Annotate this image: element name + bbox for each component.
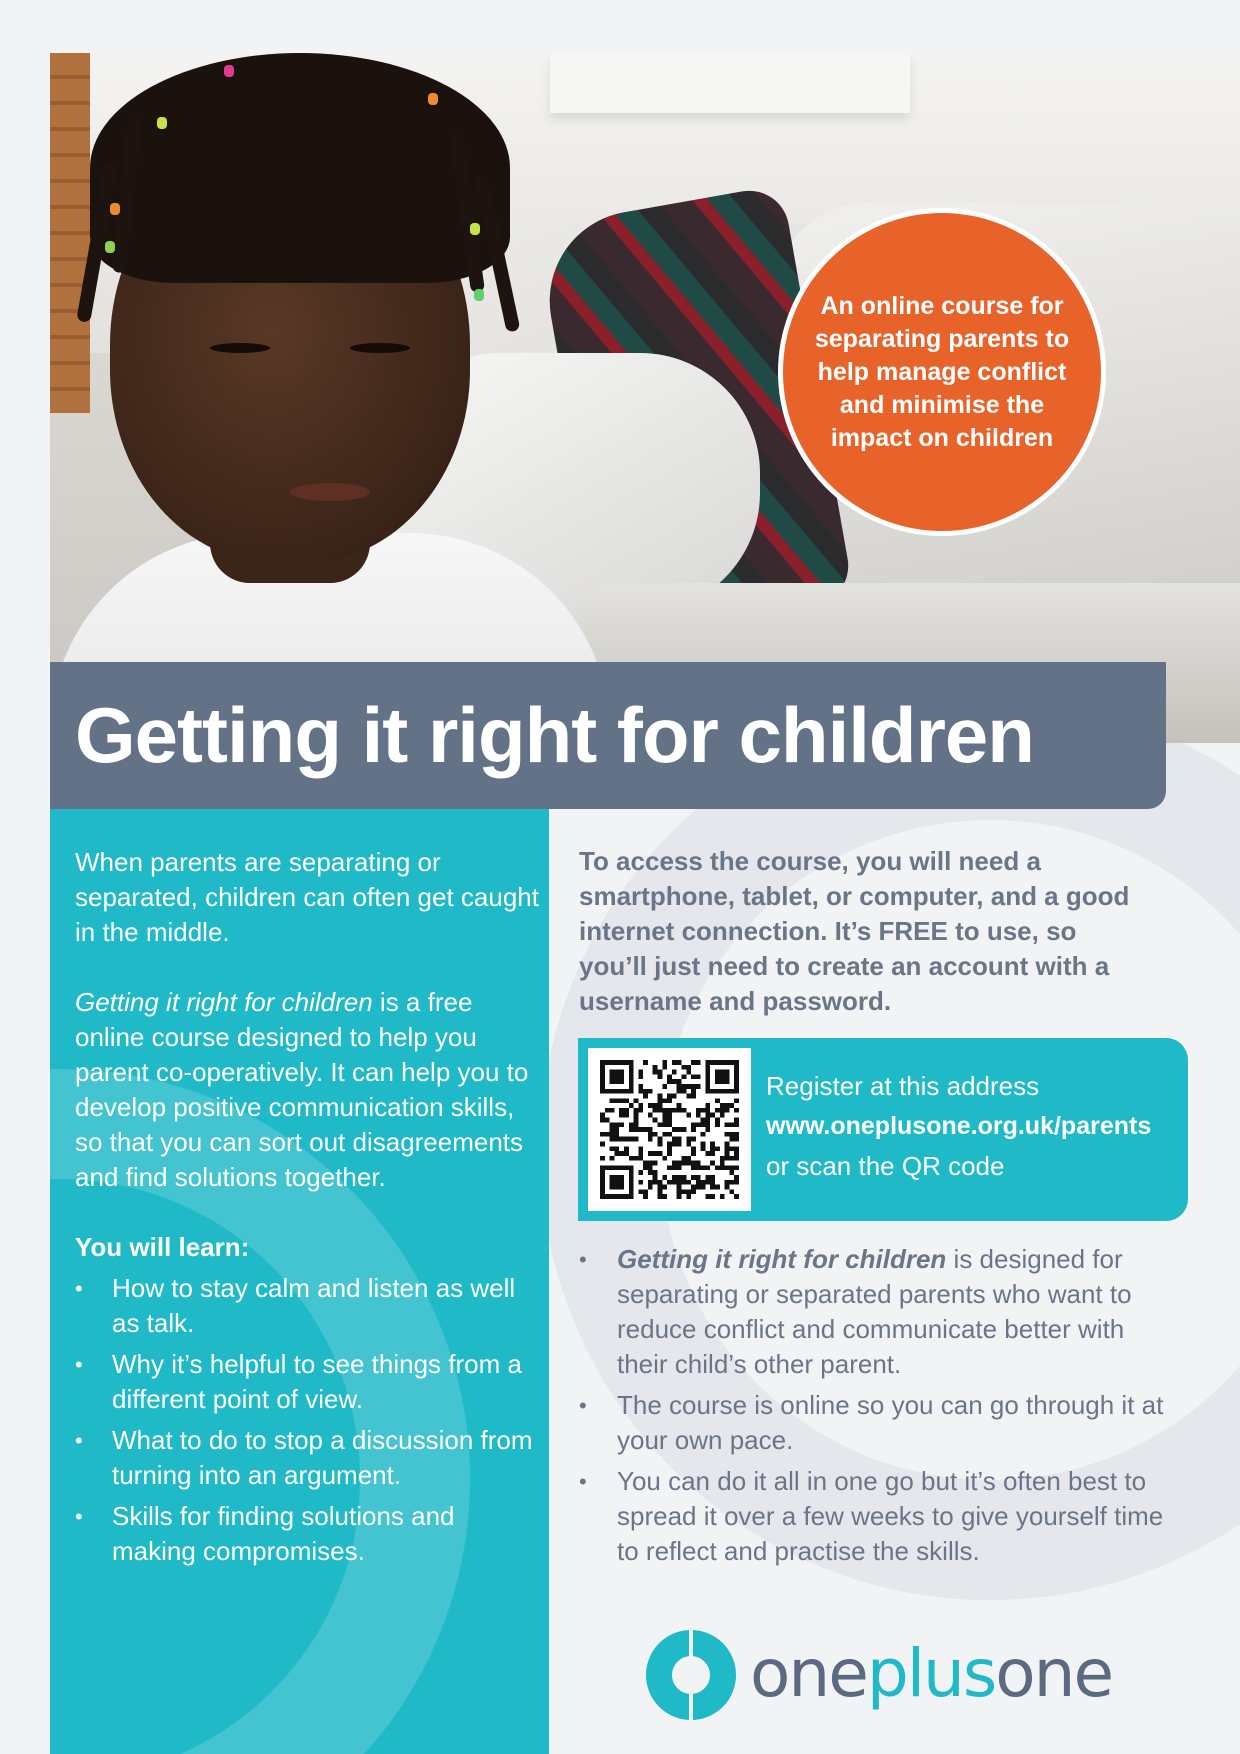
access-paragraph: To access the course, you will need a smartphone, tablet, or computer, and a good internet connection. It’s FREE to use, so you’ll just need to create an account with a username and password.: [579, 846, 1130, 1016]
info-bullet: • You can do it all in one go but it’s often best to spread it over a few weeks to give yourself time to reflect and practise the skills.: [579, 1464, 1179, 1569]
left-info-panel: [50, 809, 549, 1754]
learn-item: • Skills for finding solutions and making compromises.: [75, 1499, 545, 1569]
logo-wordmark: [750, 1634, 1112, 1714]
course-badge: [778, 208, 1106, 536]
logo-word-one-end: one: [995, 1635, 1113, 1712]
qr-code-icon: [600, 1060, 739, 1199]
register-label: Register at this address: [766, 1071, 1040, 1101]
learn-item: • What to do to stop a discussion from turning into an argument.: [75, 1423, 545, 1493]
logo-word-one: one: [750, 1635, 867, 1712]
course-description: is a free online course designed to help you parent co-operatively. It can help you to develop positive communication skills, so that you can sort out disagreements and find solutions together.: [75, 987, 529, 1192]
page-title: Getting it right for children: [75, 691, 1034, 779]
register-url-link[interactable]: www.oneplusone.org.uk/parents: [766, 1112, 1152, 1140]
intro-paragraph: When parents are separating or separated, children can often get caught in the middle.: [75, 847, 539, 947]
logo-word-plus: plus: [866, 1635, 996, 1712]
oneplusone-logo: [646, 1628, 1116, 1722]
learn-list: [75, 1271, 545, 1569]
course-paragraph: [75, 985, 545, 1195]
learn-item: • Why it’s helpful to see things from a different point of view.: [75, 1347, 545, 1417]
scan-label: or scan the QR code: [766, 1151, 1005, 1181]
course-name-emphasis: Getting it right for children: [617, 1244, 947, 1274]
course-name: Getting it right for children: [75, 987, 373, 1017]
learn-heading: You will learn:: [75, 1232, 250, 1262]
bullet-text: is designed for separating or separated parents who want to reduce conflict and communicate better with their child’s other parent.: [617, 1244, 1132, 1379]
register-box: [578, 1038, 1188, 1221]
info-bullet: [579, 1242, 1179, 1382]
badge-text: An online course for separating parents to help manage conflict and minimise the impact on children: [814, 291, 1070, 452]
info-bullet-list: [579, 1242, 1179, 1575]
info-bullet: • The course is online so you can go through it at your own pace.: [579, 1388, 1179, 1458]
title-banner: [50, 662, 1166, 809]
logo-mark-icon: [646, 1630, 736, 1720]
learn-item: • How to stay calm and listen as well as talk.: [75, 1271, 545, 1341]
qr-code[interactable]: [588, 1048, 751, 1211]
